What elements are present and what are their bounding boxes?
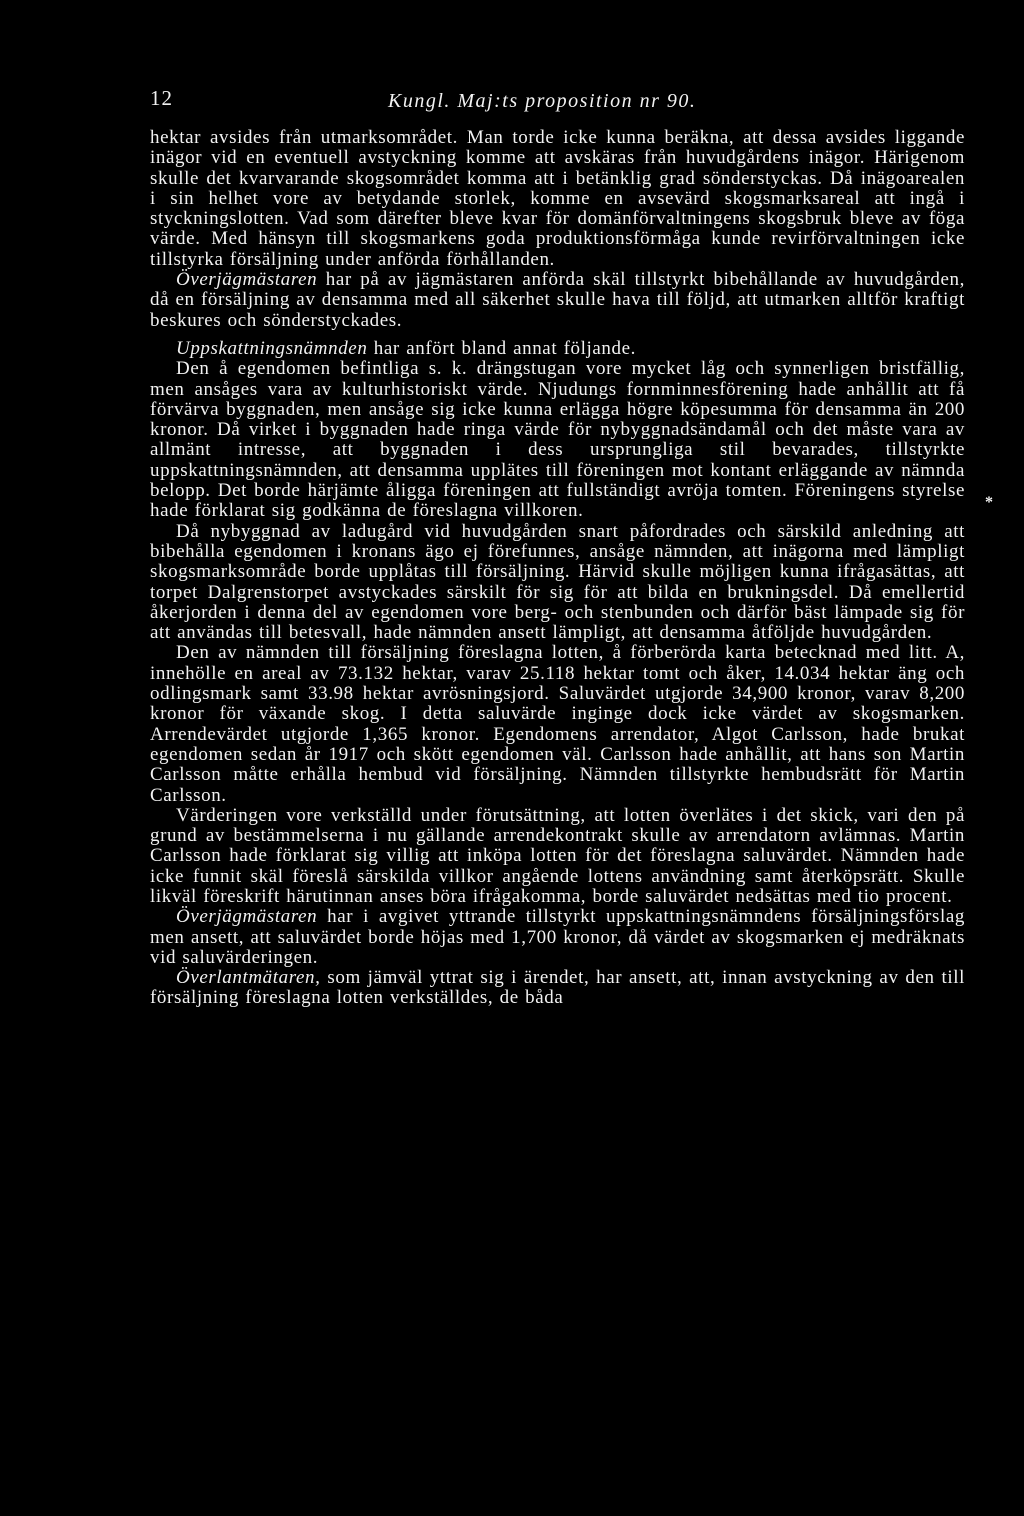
paragraph-7-text: Värderingen vore verkställd under förutsättning, att lotten överlätes i det skick, vari den på grund av bestämmelserna i nu gällande arrendekontrakt skulle av arrendatorn avlämnas. Martin Carlsson hade förklarat sig villig att inköpa lotten för det föreslagna saluvärdet. Nämnden hade icke funnit skäl föreslå särskilda villkor angående lottens användning samt återköpsrätt. Skulle likväl föreskrift härutinnan anses böra ifrågakomma, borde saluvärdet nedsättas med tio procent. <box>150 804 965 907</box>
paragraph-5 <box>150 522 965 644</box>
paragraph-9-lead: Överlantmätaren, <box>176 967 321 989</box>
paragraph-3 <box>150 339 965 359</box>
paragraph-2 <box>150 270 965 331</box>
paragraph-1 <box>150 128 965 270</box>
paragraph-8-lead: Överjägmästaren <box>176 906 318 928</box>
paragraph-8-text: har i avgivet yttrande tillstyrkt uppskattningsnämndens försäljningsförslag men ansett, att saluvärdet borde höjas med 1,700 kronor, då värdet av skogsmarken ej medräknats vid saluvärderingen. <box>150 906 965 968</box>
paragraph-1-text: hektar avsides från utmarksområdet. Man torde icke kunna beräkna, att dessa avsides liggande inägor vid en eventuell avstyckning komme att avskäras från huvudgårdens inägor. Härigenom skulle det kvarvarande skogsområdet komma att i betänklig grad sönderstyckas. Då inägoarealen i sin helhet vore av betydande storlek, komme en avsevärd skogsmarksareal att ingå i styckningslotten. Vad som därefter bleve kvar för domänförvaltningens skogsbruk bleve av föga värde. Med hänsyn till skogsmarkens goda produktionsförmåga kunde revirförvaltningen icke tillstyrka försäljning under anförda förhållanden. <box>150 127 965 270</box>
paragraph-4 <box>150 359 965 521</box>
paragraph-2-lead: Överjägmästaren <box>176 269 318 291</box>
paragraph-7 <box>150 806 965 907</box>
paragraph-9 <box>150 968 965 1009</box>
paragraph-5-text: Då nybyggnad av ladugård vid huvudgården snart påfordrades och särskild anledning att bibehålla egendomen i kronans ägo ej förefunnes, ansåge nämnden, att inägorna med lämpligt skogsmarksområde borde upplåtas till försäljning. Härvid skulle möjligen kunna ifrågasättas, att torpet Dalgrenstorpet avstyckades särskilt för sig för att bilda en brukningsdel. Då emellertid åkerjorden i denna del av egendomen vore berg- och stenbunden och därför bäst lämpade sig för att användas till betesvall, hade nämnden ansett lämpligt, att densamma åtföljde huvudgården. <box>150 520 965 644</box>
paragraph-6 <box>150 643 965 805</box>
running-head: Kungl. Maj:ts proposition nr 90. <box>388 90 697 112</box>
paragraph-3-text: har anfört bland annat följande. <box>367 337 636 359</box>
paragraph-6-text: Den av nämnden till försäljning föreslagna lotten, å förberörda karta betecknad med litt. A, innehölle en areal av 73.132 hektar, varav 25.118 hektar tomt och åker, 14.034 hektar äng och odlingsmark samt 33.98 hektar avrösningsjord. Saluvärdet utgjorde 34,900 kronor, varav 8,200 kronor för växande skog. I detta saluvärde inginge dock icke värdet av skogsmarken. Arrendevärdet utgjorde 1,365 kronor. Egendomens arrendator, Algot Carlsson, hade brukat egendomen sedan år 1917 och skött egendomen väl. Carlsson hade anhållit, att hans son Martin Carlsson måtte erhålla hembud vid försäljning. Nämnden tillstyrkte hembudsrätt för Martin Carlsson. <box>150 642 965 806</box>
margin-mark: * <box>985 494 993 511</box>
page-number: 12 <box>150 86 173 110</box>
paragraph-2-text: har på av jägmästaren anförda skäl tillstyrkt bibehållande av huvudgården, då en försäljning av densamma med all säkerhet skulle hava till följd, att utmarken alltför kraftigt beskures och sönderstyckades. <box>150 269 965 331</box>
paragraph-3-lead: Uppskattningsnämnden <box>176 337 368 359</box>
paragraph-4-text: Den å egendomen befintliga s. k. drängstugan vore mycket låg och synnerligen bristfällig, men ansåges vara av kulturhistoriskt värde. Njudungs fornminnesförening hade anhållit att få förvärva byggnaden, men ansåge sig icke kunna erlägga högre köpesumma för densamma än 200 kronor. Då virket i byggnaden hade ringa värde för nybyggnadsändamål och det måste vara av allmänt intresse, att byggnaden i dess ursprungliga stil bevarades, tillstyrkte uppskattningsnämnden, att densamma upplätes till föreningen mot kontant erläggande av nämnda belopp. Det borde härjämte åligga föreningen att fullständigt avröja tomten. Föreningens styrelse hade förklarat sig godkänna de föreslagna villkoren. <box>150 358 965 522</box>
paragraph-9-text: som jämväl yttrat sig i ärendet, har ansett, att, innan avstyckning av den till försäljning föreslagna lotten verkställdes, de båda <box>150 967 965 1009</box>
page-header <box>150 86 970 120</box>
body-text <box>150 128 965 1009</box>
paragraph-8 <box>150 907 965 968</box>
